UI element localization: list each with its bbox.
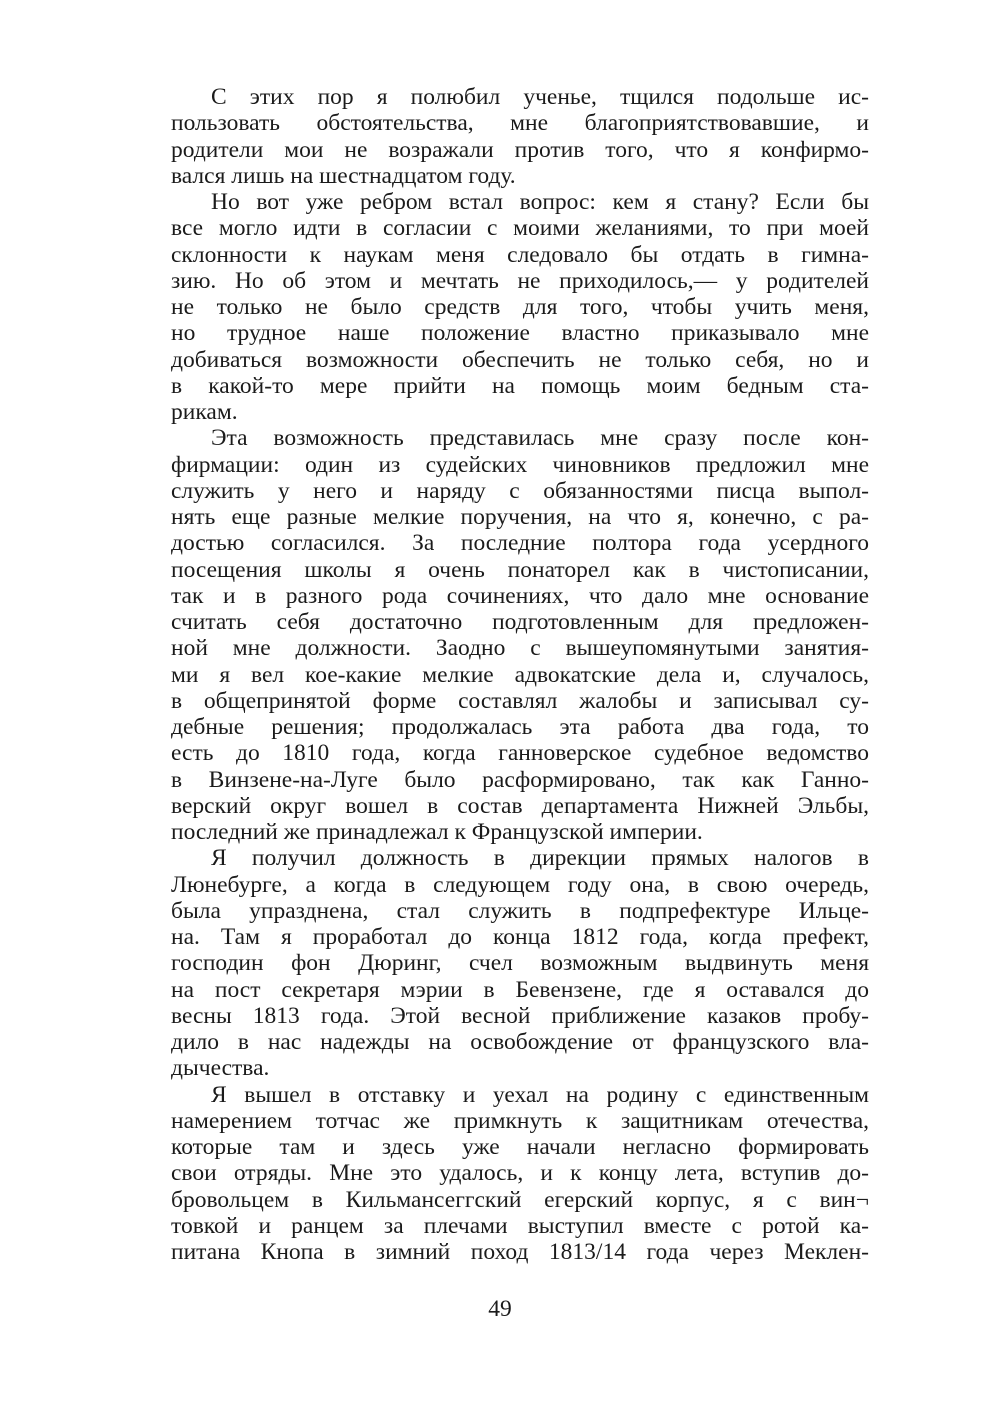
text-line: Люнебурге, а когда в следующем году она, в свою очередь, (171, 871, 869, 898)
text-line: так и в разного рода сочинениях, что дало мне основание (171, 582, 869, 609)
text-line: была упразднена, стал служить в подпрефектуре Ильце- (171, 897, 869, 924)
text-line: добиваться возможности обеспечить не только себя, но и (171, 346, 869, 373)
text-line: верский округ вошел в состав департамента Нижней Эльбы, (171, 792, 869, 819)
paragraph (171, 189, 869, 425)
text-line: рикам. (171, 399, 238, 425)
paragraph (171, 425, 869, 845)
text-line: весны 1813 года. Этой весной приближение казаков пробу- (171, 1002, 869, 1029)
text-line: зию. Но об этом и мечтать не приходилось,— у родителей (171, 267, 869, 294)
text-line: ми я вел кое-какие мелкие адвокатские дела и, случалось, (171, 661, 869, 688)
text-line: есть до 1810 года, когда ганноверское судебное ведомство (171, 740, 869, 767)
text-line: родители мои не возражали против того, что я конфирмо- (171, 136, 869, 163)
paragraph (171, 1082, 869, 1266)
text-line: не только не было средств для того, чтобы учить меня, (171, 294, 869, 320)
text-line: вался лишь на шестнадцатом году. (171, 162, 516, 189)
text-line: служить у него и наряду с обязанностями писца выпол- (171, 477, 869, 504)
text-line: фирмации: один из судейских чиновников предложил мне (171, 451, 869, 478)
text-line: все могло идти в согласии с моими желаниями, то при моей (171, 215, 869, 242)
body-text (171, 84, 869, 1265)
text-line: в какой-то мере прийти на помощь моим бедным ста- (171, 372, 869, 399)
text-line: на. Там я проработал до конца 1812 года, когда префект, (171, 924, 869, 950)
text-line: но трудное наше положение властно приказывало мне (171, 320, 869, 347)
text-line: товкой и ранцем за плечами выступил вместе с ротой ка- (171, 1212, 869, 1239)
text-line: дило в нас надежды на освобождение от французского вла- (171, 1029, 869, 1055)
text-line: Я получил должность в дирекции прямых налогов в (211, 845, 869, 872)
text-line: питана Кнопа в зимний поход 1813/14 года через Меклен- (171, 1239, 869, 1265)
text-line: посещения школы я очень понаторел как в чистописании, (171, 556, 869, 583)
text-line: господин фон Дюринг, счел возможным выдвинуть меня (171, 950, 869, 977)
text-line: на пост секретаря мэрии в Бевензене, где я оставался до (171, 976, 869, 1003)
text-line: достью согласился. За последние полтора года усердного (171, 530, 869, 557)
text-line: которые там и здесь уже начали негласно формировать (171, 1134, 869, 1160)
text-line: Я вышел в отставку и уехал на родину с единственным (211, 1081, 869, 1108)
text-line: в Винзене-на-Луге было расформировано, так как Ганно- (171, 766, 869, 793)
text-line: пользовать обстоятельства, мне благоприятствовавшие, и (171, 110, 869, 137)
text-line: свои отряды. Мне это удалось, и к концу лета, вступив до- (171, 1160, 869, 1187)
text-line: бровольцем в Кильмансеггский егерский корпус, я с вин¬ (171, 1186, 869, 1213)
text-line: ной мне должности. Заодно с вышеупомянутыми занятия- (171, 635, 869, 662)
text-line: дебные решения; продолжалась эта работа два года, то (171, 714, 869, 740)
text-line: С этих пор я полюбил ученье, тщился подольше ис- (211, 84, 869, 110)
text-line: Эта возможность представилась мне сразу после кон- (211, 425, 869, 452)
page-number: 49 (488, 1296, 512, 1322)
paragraph (171, 84, 869, 189)
text-line: нять еще разные мелкие поручения, на что я, конечно, с ра- (171, 504, 869, 530)
text-line: в общепринятой форме составлял жалобы и записывал су- (171, 687, 869, 714)
text-line: склонности к наукам меня следовало бы отдать в гимна- (171, 241, 869, 268)
text-line: дычества. (171, 1055, 270, 1082)
text-line: последний же принадлежал к Французской империи. (171, 819, 703, 845)
text-line: Но вот уже ребром встал вопрос: кем я стану? Если бы (211, 189, 869, 215)
paragraph (171, 845, 869, 1081)
text-line: намерением тотчас же примкнуть к защитникам отечества, (171, 1107, 869, 1134)
text-line: считать себя достаточно подготовленным для предложен- (171, 609, 869, 635)
